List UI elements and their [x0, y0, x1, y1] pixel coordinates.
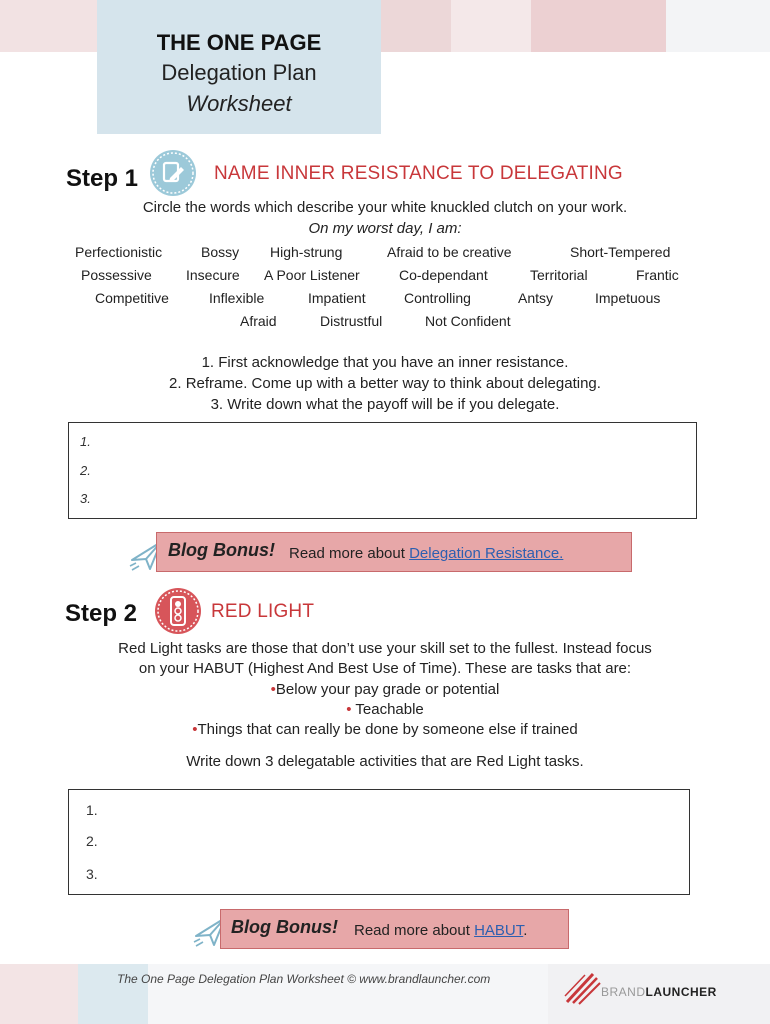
word: Antsy	[518, 290, 554, 306]
word: Inflexible	[209, 290, 265, 306]
word: Not Confident	[425, 313, 511, 329]
word: Competitive	[95, 290, 169, 306]
word: Controlling	[404, 290, 471, 306]
word: Frantic	[636, 267, 679, 283]
word: Distrustful	[320, 313, 383, 329]
word: A Poor Listener	[264, 267, 360, 283]
step1-instruction: Circle the words which describe your white knuckled clutch on your work.	[142, 199, 628, 216]
blog-bonus-banner-2	[220, 909, 569, 949]
line-number: 2.	[80, 463, 91, 478]
blog-bonus-label: Blog Bonus!	[231, 917, 338, 937]
bg-block	[0, 964, 78, 1024]
bullet-item: •Things that can really be done by someone else if trained	[192, 721, 578, 738]
brand-logo-icon	[563, 970, 603, 1006]
word: Afraid	[240, 313, 277, 329]
step1-label: Step 1	[66, 165, 139, 192]
edit-icon	[150, 150, 196, 196]
word: Perfectionistic	[75, 244, 163, 260]
write-box-2[interactable]	[68, 789, 690, 895]
line-number: 1.	[80, 434, 91, 449]
word: Possessive	[81, 267, 152, 283]
bg-block	[666, 0, 770, 52]
step1-step: 3. Write down what the payoff will be if you delegate.	[210, 396, 560, 413]
bullet-item: •Below your pay grade or potential	[270, 681, 500, 698]
title-box	[97, 0, 381, 134]
bg-block	[0, 0, 97, 52]
step2-instruction: Write down 3 delegatable activities that are Red Light tasks.	[186, 753, 584, 770]
delegation-resistance-link[interactable]: Delegation Resistance.	[409, 545, 564, 562]
word: Short-Tempered	[570, 244, 671, 260]
step1-subline: On my worst day, I am:	[308, 220, 462, 237]
title-line-3: Worksheet	[186, 91, 292, 116]
line-number: 1.	[86, 802, 98, 818]
step1-step: 1. First acknowledge that you have an inner resistance.	[201, 354, 569, 371]
blog-bonus-text: Read more about Delegation Resistance.	[289, 545, 564, 562]
step2-label: Step 2	[65, 600, 138, 627]
line-number: 2.	[86, 833, 98, 849]
step2-paragraph: on your HABUT (Highest And Best Use of Time). These are tasks that are:	[138, 660, 632, 677]
bullet-item: • Teachable	[346, 701, 424, 718]
blog-bonus-text: Read more about HABUT.	[354, 922, 528, 939]
word: Co-dependant	[399, 267, 488, 283]
line-number: 3.	[86, 866, 98, 882]
brand-logo-text: BRANDLAUNCHER	[601, 985, 717, 999]
word: Insecure	[186, 267, 240, 283]
bg-block	[381, 0, 451, 52]
bg-block	[531, 0, 666, 52]
step2-heading: RED LIGHT	[211, 601, 315, 622]
word: High-strung	[270, 244, 343, 260]
blog-bonus-banner-1	[156, 532, 632, 572]
word: Bossy	[201, 244, 240, 260]
word: Territorial	[530, 267, 588, 283]
line-number: 3.	[80, 491, 91, 506]
title-line-2: Delegation Plan	[161, 60, 317, 85]
write-box-1[interactable]	[68, 422, 697, 519]
word: Afraid to be creative	[387, 244, 512, 260]
blog-bonus-label: Blog Bonus!	[168, 540, 275, 560]
step2-paragraph: Red Light tasks are those that don’t use your skill set to the fullest. Instead focus	[118, 640, 652, 657]
traffic-light-icon	[155, 588, 201, 634]
habut-link[interactable]: HABUT	[474, 922, 524, 939]
word: Impetuous	[595, 290, 661, 306]
title-line-1: THE ONE PAGE	[156, 30, 322, 55]
word: Impatient	[308, 290, 366, 306]
step1-heading: NAME INNER RESISTANCE TO DELEGATING	[214, 163, 623, 184]
step1-step: 2. Reframe. Come up with a better way to think about delegating.	[169, 375, 601, 392]
footer-copyright: The One Page Delegation Plan Worksheet © www.brandlauncher.com	[117, 972, 491, 986]
bg-block	[451, 0, 531, 52]
